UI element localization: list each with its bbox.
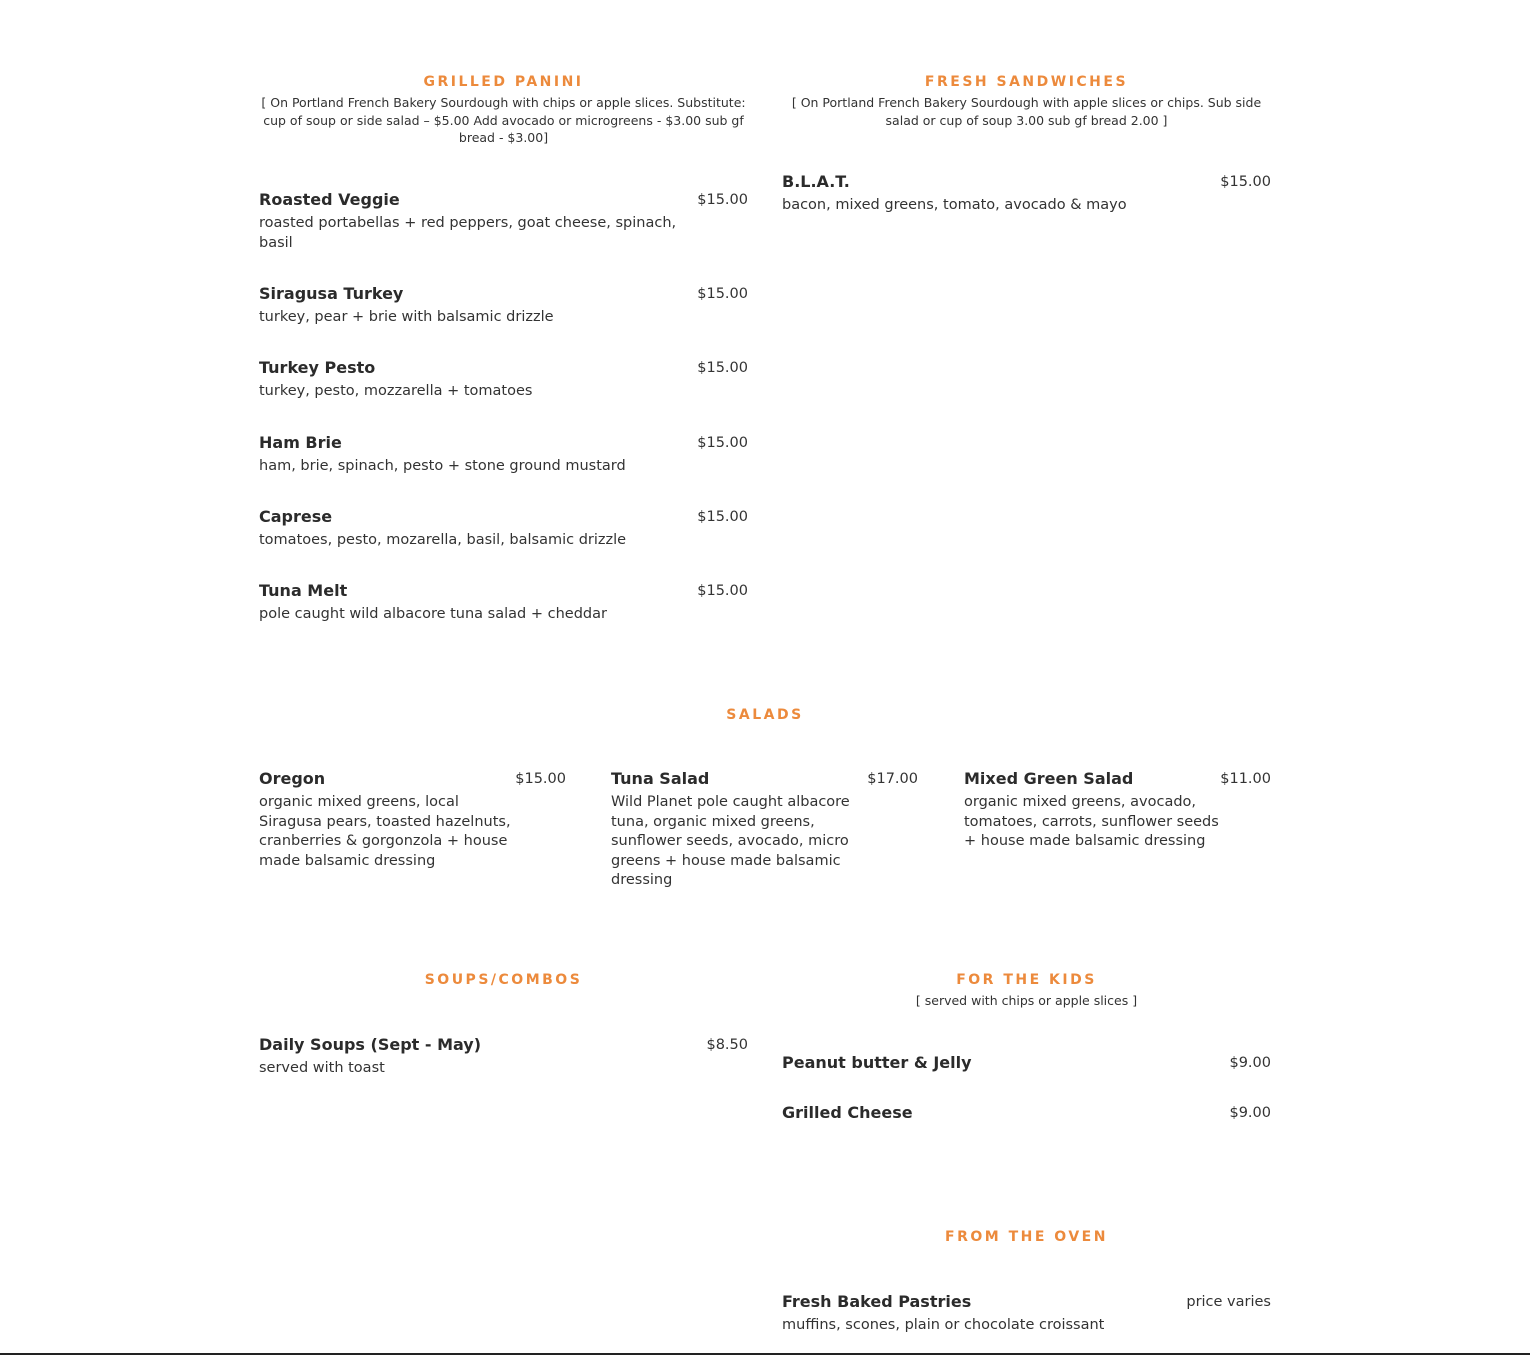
- item-price: $15.00: [697, 509, 748, 525]
- item-name: Caprese: [259, 507, 333, 526]
- item-description: served with toast: [259, 1060, 385, 1076]
- item-price: $17.00: [867, 771, 918, 787]
- item-name: Ham Brie: [259, 433, 342, 452]
- item-description: organic mixed greens, local Siragusa pears, toasted hazelnuts, cranberries & gorgonzola + house made balsamic dressing: [259, 794, 511, 869]
- item-name: B.L.A.T.: [782, 172, 850, 191]
- section-title: FRESH SANDWICHES: [924, 74, 1129, 90]
- item-price: $15.00: [1220, 174, 1271, 190]
- item-description: organic mixed greens, avocado, tomatoes, carrots, sunflower seeds + house made balsamic dressing: [964, 794, 1219, 849]
- grilled-panini-section: [259, 73, 748, 633]
- item-description: turkey, pesto, mozzarella + tomatoes: [259, 383, 533, 399]
- for-the-kids-section: [782, 971, 1271, 1141]
- item-description: pole caught wild albacore tuna salad + cheddar: [259, 606, 607, 622]
- item-price: $15.00: [515, 771, 566, 787]
- fresh-sandwiches-section: [782, 73, 1271, 233]
- item-name: Oregon: [259, 769, 326, 788]
- section-title: SALADS: [726, 707, 804, 723]
- section-title: GRILLED PANINI: [423, 74, 584, 90]
- item-description: muffins, scones, plain or chocolate croissant: [782, 1317, 1105, 1333]
- item-price: $15.00: [697, 583, 748, 599]
- item-name: Fresh Baked Pastries: [782, 1292, 972, 1311]
- item-price: $9.00: [1229, 1105, 1271, 1121]
- item-name: Mixed Green Salad: [964, 769, 1134, 788]
- section-note: [ On Portland French Bakery Sourdough with apple slices or chips. Sub side salad or cup of soup 3.00 sub gf bread 2.00 ]: [791, 95, 1262, 128]
- item-description: bacon, mixed greens, tomato, avocado & mayo: [782, 197, 1127, 213]
- item-description: ham, brie, spinach, pesto + stone ground mustard: [259, 458, 626, 474]
- item-price: $11.00: [1220, 771, 1271, 787]
- item-name: Tuna Salad: [611, 769, 710, 788]
- item-price: $15.00: [697, 435, 748, 451]
- item-price: $8.50: [706, 1037, 748, 1053]
- item-name: Daily Soups (Sept - May): [259, 1035, 482, 1054]
- item-description: turkey, pear + brie with balsamic drizzle: [259, 309, 554, 325]
- item-name: Peanut butter & Jelly: [782, 1053, 972, 1072]
- item-name: Siragusa Turkey: [259, 284, 404, 303]
- item-price: $15.00: [697, 192, 748, 208]
- item-name: Roasted Veggie: [259, 190, 400, 209]
- item-description: roasted portabellas + red peppers, goat cheese, spinach, basil: [259, 215, 677, 251]
- section-title: SOUPS/COMBOS: [424, 972, 583, 988]
- item-price: $15.00: [697, 286, 748, 302]
- salads-section: [259, 706, 1271, 906]
- item-price: price varies: [1186, 1294, 1271, 1310]
- from-the-oven-section: [782, 1228, 1271, 1348]
- soups-combos-section: [259, 971, 748, 1101]
- item-name: Grilled Cheese: [782, 1103, 913, 1122]
- section-note: [ On Portland French Bakery Sourdough with chips or apple slices. Substitute: cup of soup or side salad – $5.00 Add avocado or microgreens - $3.00 sub gf bread - $3.00]: [261, 95, 746, 145]
- item-price: $9.00: [1229, 1055, 1271, 1071]
- section-title: FROM THE OVEN: [945, 1229, 1108, 1245]
- item-name: Turkey Pesto: [259, 358, 376, 377]
- item-description: Wild Planet pole caught albacore tuna, organic mixed greens, sunflower seeds, avocado, micro greens + house made balsamic dressing: [611, 794, 850, 888]
- section-note: [ served with chips or apple slices ]: [915, 993, 1138, 1008]
- item-name: Tuna Melt: [259, 581, 348, 600]
- item-price: $15.00: [697, 360, 748, 376]
- item-description: tomatoes, pesto, mozarella, basil, balsamic drizzle: [259, 532, 627, 548]
- section-title: FOR THE KIDS: [956, 972, 1097, 988]
